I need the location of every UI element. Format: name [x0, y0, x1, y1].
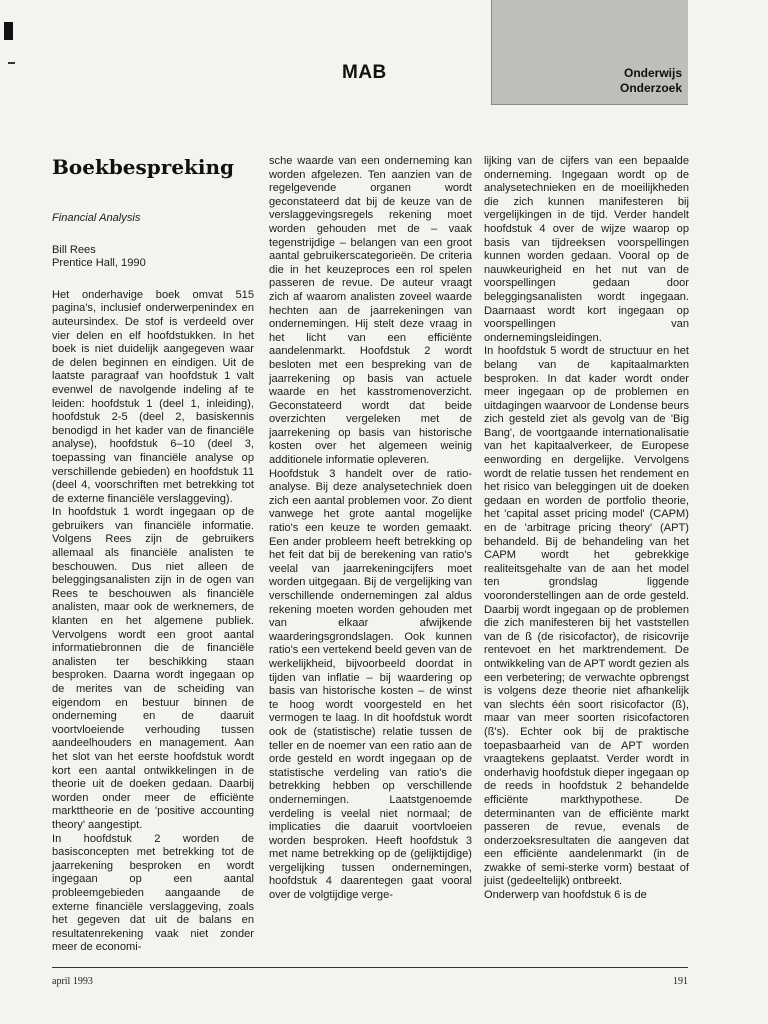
paragraph: In hoofdstuk 5 wordt de structuur en het belang van de kapitaalmarkten besproken. In dat kader wordt onder meer ingegaan op de problemen en uitdagingen waarvoor de Londense beurs zich gesteld ziet als gevolg van de 'Big Bang', de voortgaande internationalisatie van het kapitaalverkeer, de Europese eenwording en dergelijke. Vervolgens wordt de relatie tussen het rendement en het risico van beleggingen uit de doeken gedaan en worden de portfolio theorie, het 'capital asset pricing model' (CAPM) en de 'arbitrage pricing theory' (APT) behandeld. Bij de behandeling van het CAPM wordt het gebrekkige realiteitsgehalte van de aan het model ten grondslag liggende vooronderstellingen aan de orde gesteld. Daarbij wordt ingegaan op de problemen die zich manifesteren bij het vaststellen van de ß (de risicofactor), de risicovrije rentevoet en het marktrendement. De ontwikkeling van de APT wordt gezien als een verbetering; de verwachte opbrengst is volgens deze theorie niet afhankelijk van slechts één soort risicofactor (ß), maar van meer soorten risicofactoren (ß's). Echter ook bij de praktische toepasbaarheid van de APT worden vraagtekens geplaatst. Verder wordt in onderhavig hoofdstuk dieper ingegaan op de reeds in hoofdstuk 2 behandelde efficiënte markthypothese. De determinanten van de efficiënte markt passeren de revue, evenals de onderzoeksresultaten die aangeven dat een efficiënte aandelenmarkt (in de zwakke of semi-sterke vorm) bestaat of juist (gedeeltelijk) ontbreekt.	[484, 345, 689, 888]
paragraph: sche waarde van een onderneming kan worden afgelezen. Ten aanzien van de regelgevende organen wordt geconstateerd dat bij de keuze van de verslaggevingsregels rekening moet worden gehouden met de – vaak tegenstrijdige – belangen van een groot aantal gebruikerscategorieën. De criteria die in het keuzeproces een rol spelen passeren de revue. De auteur vraagt zich af waarom analisten zoveel waarde hechten aan de jaarrekeningen van ondernemingen. Hij stelt deze vraag in het licht van een efficiënte aandelenmarkt. Hoofdstuk 2 wordt besloten met een bespreking van de jaarrekening op basis van actuele waarde en het kasstromenoverzicht. Geconstateerd wordt dat beide overzichten vergeleken met de jaarrekening op basis van historische kosten over het algemeen weinig additionele informatie opleveren.	[269, 155, 472, 467]
paragraph: lijking van de cijfers van een bepaalde onderneming. Ingegaan wordt op de analysetechnieken en de moeilijkheden die zich kunnen manifesteren bij vergelijkingen in de tijd. Verder handelt hoofdstuk 4 over de wijze waarop op basis van tijdreeksen voorspellingen kunnen worden gedaan. Vooral op de nauwkeurigheid en het nut van de voorspellingen gedaan door beleggingsanalisten wordt ingegaan. Daarnaast wordt kort ingegaan op voorspellingen van ondernemingsleidingen.	[484, 155, 689, 344]
paragraph: Onderwerp van hoofdstuk 6 is de	[484, 889, 647, 902]
paragraph: Hoofdstuk 3 handelt over de ratio-analyse. Bij deze analysetechniek doen zich een aantal problemen voor. Zo dient vanwege het grote aantal mogelijke ratio's een keuze te worden gemaakt. Een ander probleem heeft betrekking op het feit dat bij de berekening van ratio's veelal van jaarrekeningcijfers moet worden uitgegaan. Bij de vergelijking van verschillende ondernemingen zal aldus rekening moeten worden gehouden met van elkaar afwijkende waarderingsgrondslagen. Ook kunnen ratio's een vertekend beeld geven van de werkelijkheid, bijvoorbeeld doordat in tijden van inflatie – bij waardering op basis van historische kosten – de winst te hoog wordt voorgesteld en het vermogen te laag. In dit hoofdstuk wordt ook de (statistische) relatie tussen de teller en de noemer van een ratio aan de orde gesteld en wordt ingegaan op de statistische verdeling van ratio's die betrekking hebben op verschillende ondernemingen. Laatstgenoemde verdeling is veelal niet normaal; de implicaties die daaruit voortvloeien worden besproken. Heeft hoofdstuk 3 met name betrekking op de (gelijktijdige) vergelijking tussen ondernemingen, hoofdstuk 4 daarentegen gaat vooral over de volgtijdige verge-	[269, 467, 472, 902]
book-meta	[52, 244, 254, 271]
journal-name: MAB	[342, 62, 387, 83]
book-publisher: Prentice Hall, 1990	[52, 257, 146, 270]
footer-date: april 1993	[52, 976, 93, 987]
column-2	[269, 155, 472, 903]
column-1	[52, 155, 254, 955]
book-author: Bill Rees	[52, 243, 96, 256]
scan-mark	[8, 62, 15, 64]
paragraph: In hoofdstuk 2 worden de basisconcepten met betrekking tot de jaarrekening besproken en wordt ingegaan op een aantal probleemgebieden aangaande de externe financiële verslaggeving, zoals het gegeven dat uit de balans en resultatenrekening vaak niet zonder meer de economi-	[52, 832, 254, 954]
paragraph: In hoofdstuk 1 wordt ingegaan op de gebruikers van financiële informatie. Volgens Rees zijn de gebruikers allemaal als financiële analisten te beschouwen. Dus niet alleen de beleggingsanalisten zijn in de ogen van Rees te beschouwen als financiële analisten, maar ook de werknemers, de klanten en het algemene publiek. Vervolgens wordt een groot aantal informatiebronnen die de financiële analisten ter beschikking staan besproken. Daarna wordt ingegaan op de merites van de scheiding van eigendom en bestuur binnen de onderneming en de daaruit voortvloeiende verhouding tussen aandeelhouders en management. Aan het slot van het eerste hoofdstuk wordt kort een aantal ontwikkelingen in de theorie uit de doeken gedaan. Daarbij worden onder meer de efficiënte markttheorie en de 'positive accounting theory' aangestipt.	[52, 506, 254, 831]
book-title: Financial Analysis	[52, 212, 141, 224]
section-label-2: Onderzoek	[619, 81, 682, 95]
column-3	[484, 155, 689, 903]
footer-rule	[52, 967, 688, 968]
section-label-1: Onderwijs	[623, 66, 682, 80]
page-number: 191	[673, 976, 688, 987]
article-headline: Boekbespreking	[52, 155, 235, 179]
paragraph: Het onderhavige boek omvat 515 pagina's, inclusief onderwerpenindex en auteursindex. De stof is verdeeld over vier delen en elf hoofdstukken. In het boek is niet duidelijk aangegeven waar de delen beginnen en eindigen. Uit de laatste paragraaf van hoofdstuk 1 valt evenwel de navolgende indeling af te leiden: hoofdstuk 1 (deel 1, inleiding), hoofdstuk 2-5 (deel 2, basiskennis benodigd in het kader van de financiële analyse), hoofdstuk 6–10 (deel 3, toepassing van financiële analyse op verschillende gebieden) en hoofdstuk 11 (deel 4, voorschriften met betrekking tot de externe financiële verslaggeving).	[52, 288, 254, 505]
section-box	[491, 0, 688, 105]
scan-mark	[4, 22, 13, 40]
